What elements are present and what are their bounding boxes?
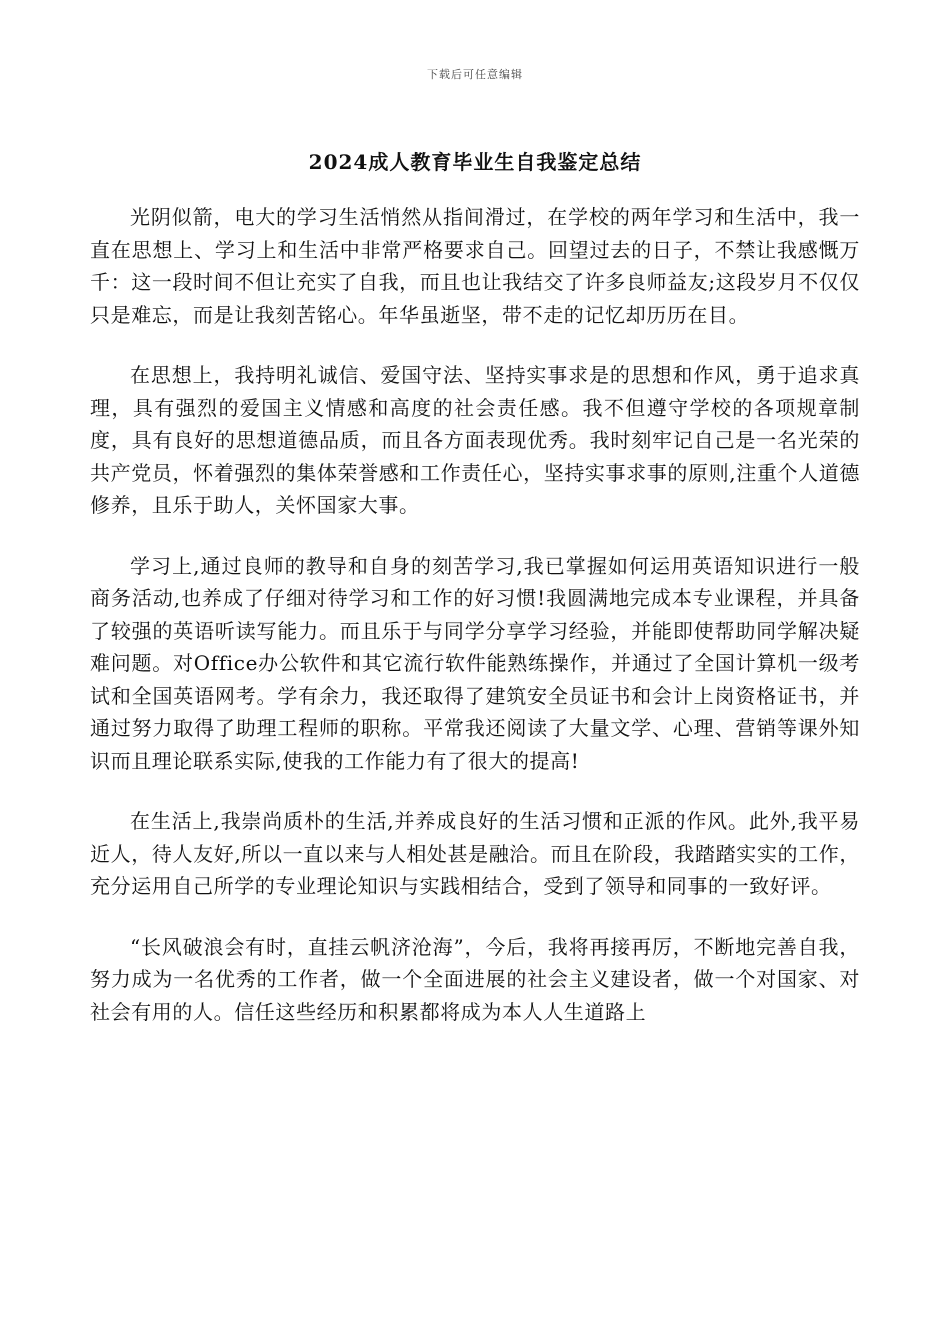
document-body <box>90 201 860 1056</box>
document-title: 2024成人教育毕业生自我鉴定总结 <box>308 150 642 174</box>
paragraph-life: 在生活上,我崇尚质朴的生活,并养成良好的生活习惯和正派的作风。此外,我平易近人，待人友好,所以一直以来与人相处甚是融洽。而且在阶段，我踏踏实实的工作，充分运用自己所学的专业理论知识与实践相结合，受到了领导和同事的一致好评。 <box>90 809 860 898</box>
paragraph-future: “长风破浪会有时，直挂云帆济沧海”，今后，我将再接再厉，不断地完善自我，努力成为一名优秀的工作者，做一个全面进展的社会主义建设者，做一个对国家、对社会有用的人。信任这些经历和积累都将成为本人人生道路上 <box>90 934 860 1024</box>
page-header-note: 下载后可任意编辑 <box>427 68 523 81</box>
paragraph-intro: 光阴似箭，电大的学习生活悄然从指间滑过，在学校的两年学习和生活中，我一直在思想上、学习上和生活中非常严格要求自己。回望过去的日子，不禁让我感慨万千：这一段时间不但让充实了自我，而且也让我结交了许多良师益友;这段岁月不仅仅只是难忘，而是让我刻苦铭心。年华虽逝坚，带不走的记忆却历历在目。 <box>90 205 860 327</box>
paragraph-ideology: 在思想上，我持明礼诚信、爱国守法、坚持实事求是的思想和作风，勇于追求真理，具有强烈的爱国主义情感和高度的社会责任感。我不但遵守学校的各项规章制度，具有良好的思想道德品质，而且各方面表现优秀。我时刻牢记自己是一名光荣的共产党员，怀着强烈的集体荣誉感和工作责任心，坚持实事求事的原则,注重个人道德修养，且乐于助人，关怀国家大事。 <box>90 363 860 517</box>
paragraph-study: 学习上,通过良师的教导和自身的刻苦学习,我已掌握如何运用英语知识进行一般商务活动,也养成了仔细对待学习和工作的好习惯!我圆满地完成本专业课程，并具备了较强的英语听读写能力。而且乐于与同学分享学习经验，并能即使帮助同学解决疑难问题。对Office办公软件和其它流行软件能熟练操作，并通过了全国计算机一级考试和全国英语网考。学有余力，我还取得了建筑安全员证书和会计上岗资格证书，并通过努力取得了助理工程师的职称。平常我还阅读了大量文学、心理、营销等课外知识而且理论联系实际,使我的工作能力有了很大的提高! <box>90 553 860 773</box>
